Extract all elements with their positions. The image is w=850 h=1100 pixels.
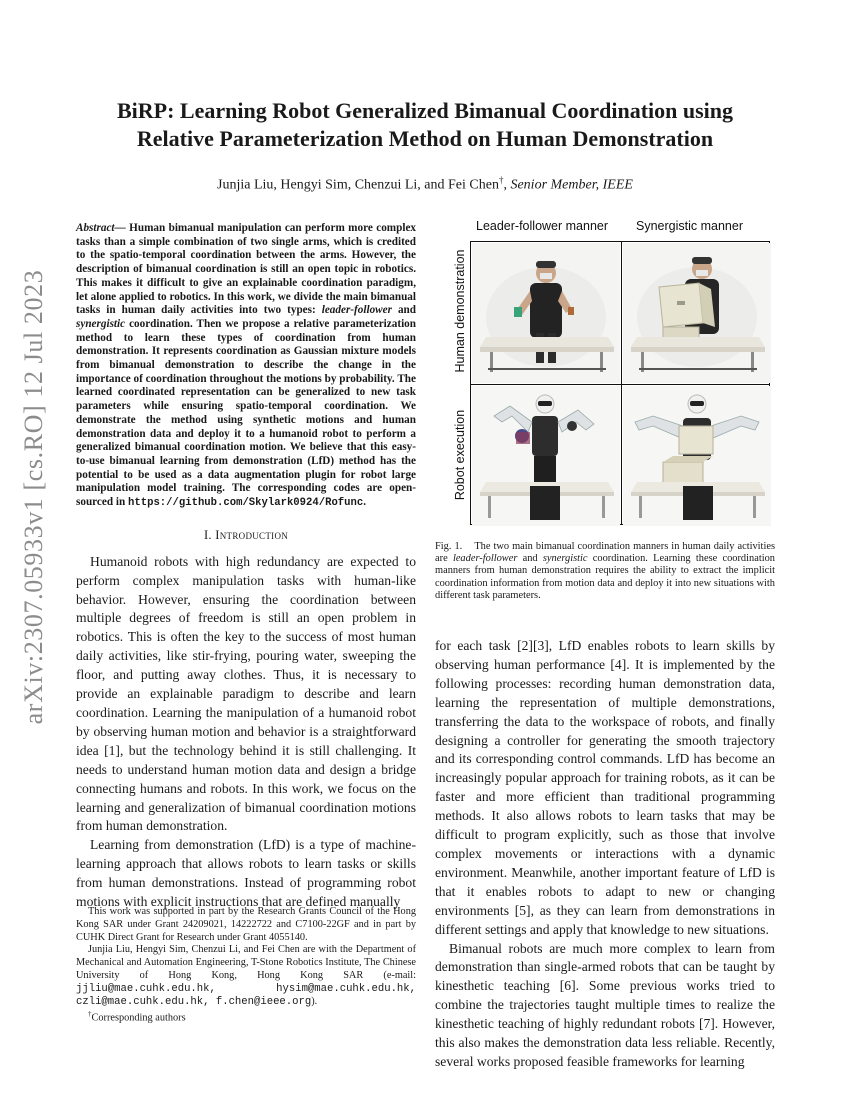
figure-row-label: Human demonstration	[453, 249, 467, 373]
photo-robot-leader-follower	[472, 386, 620, 526]
abstract-text-1: Human bimanual manipulation can perform more complex tasks than a simple combination of two single arms, which is credited to the spatio-temporal coordination between the arms. However, the description of bimanual coordination is still an open topic in robotics. This makes it difficult to give an explainable coordination paradigm, let alone applied to robotics. In this work, we divide the main bimanual tasks in human daily activities into two types:	[76, 222, 416, 317]
section-title: Introduction	[215, 527, 289, 542]
abstract-text-2: coordination. Then we propose a relative parameterization method to learn these types of coordination from human demonstration. It represents coordination as Gaussian mixture models from bimanual demonstration to describe the change in the importance of coordination throughout the motions by probability. The learned coordinated representation can be generalized to new task parameters while ensuring spatio-temporal coordination. We demonstrate the method using synthetic motions and human demonstration data and deploy it to a humanoid robot to perform a generalized bimanual coordination motion. We believe that this easy-to-use bimanual learning from demonstration (LfD) method has the potential to be used as a data augmentation plugin for robot large manipulation model training. The corresponding codes are open-sourced in	[76, 317, 416, 509]
corresponding-mark: †	[88, 1010, 92, 1019]
abstract-lead: Abstract	[76, 222, 115, 234]
caption-and: and	[517, 553, 543, 565]
intro-text-right	[435, 637, 775, 1072]
human-demo-photo	[623, 243, 771, 383]
paragraph: Bimanual robots are much more complex to learn from demonstration than single-armed robots that can be taught by kinesthetic teaching [6]. Some previous works tried to combine the trajectories taught multiple times to realize the kinesthetic teaching of highly redundant robots [7]. However, this also makes the demonstration data less reliable. Recently, several works proposed feasible frameworks for learning	[435, 940, 775, 1069]
caption-text-2: coordination. Learning these coordination manners from human demonstration requires the ability to extract the implicit coordination information from motion data and deploy it into new situations with different task parameters.	[435, 553, 775, 601]
author-sep: ,	[503, 177, 511, 193]
abstract-term-leader-follower: leader-follower	[321, 304, 392, 317]
paragraph: Humanoid robots with high redundancy are expected to perform complex manipulation tasks with human-like behavior. However, ensuring the coordination between multiple degrees of freedom is still an open problem in robotics. This is often the key to the success of most human daily activities, like stir-frying, pouring water, sweeping the floor, and putting away clothes. Thus, it is necessary to provide an explainable paradigm to describe and learn coordination. Learning the manipulation of a humanoid robot by observing human motion and behavior is a straightforward idea [1], but the technology behind it is still challenging. It needs to understand human motion data and design a bridge connecting humans and robots. In this work, we focus on the learning and generalization of bimanual coordination motions from human demonstration.	[76, 553, 416, 834]
left-column	[76, 222, 416, 912]
arxiv-identifier	[14, 269, 54, 725]
photo-robot-synergistic	[623, 386, 771, 526]
paragraph: for each task [2][3], LfD enables robots to learn skills by observing human performance [4]. It is implemented by the following processes: recording human demonstration data, learning the representation of multiple demonstrations, transferring the data to the workspace of robots, and finally designing a controller for generating the smooth trajectory and its corresponding control commands. LfD has become an increasingly popular approach for training robots, as it can be faster and more efficient than traditional programming methods. It also allows robots to learn tasks that may be difficult to program explicitly, such as those that involve complex movements or interactions with a dynamic environment. Meanwhile, another important feature of LfD is that it enables robots to adapt to new or changing environments [5], as they can learn from demonstrations in different settings and apply that knowledge to new situations.	[435, 638, 775, 937]
section-number: I.	[203, 527, 216, 542]
affiliation-note	[76, 944, 416, 1008]
corresponding-note	[76, 1008, 416, 1025]
author-line	[60, 175, 790, 194]
caption-label: Fig. 1.	[435, 541, 463, 552]
corresponding-text: Corresponding authors	[91, 1012, 186, 1024]
title-line-2: Relative Parameterization Method on Human Demonstration	[136, 126, 714, 151]
affiliation-text: Junjia Liu, Hengyi Sim, Chenzui Li, and Fei Chen are with the Department of Mechanical and Automation Engineering, T-Stone Robotics Institute, The Chinese University of Hong Kong, Hong Kong SAR (e-mail:	[76, 944, 416, 981]
abstract-end: .	[363, 496, 367, 509]
caption-text-1: The two main bimanual coordination manners in human daily activities are	[435, 541, 775, 565]
abstract-dash: —	[114, 222, 130, 234]
email-list: jjliu@mae.cuhk.edu.hk, hysim@mae.cuhk.edu.hk, czli@mae.cuhk.edu.hk, f.chen@ieee.org	[76, 982, 416, 1008]
caption-term-synergistic: synergistic	[542, 553, 588, 565]
human-demo-photo	[472, 243, 620, 383]
author-names: Junjia Liu, Hengyi Sim, Chenzui Li, and Fei Chen	[217, 177, 499, 193]
affiliation-end: ).	[311, 995, 318, 1007]
caption-term-leader-follower: leader-follower	[452, 553, 518, 565]
funding-note: This work was supported in part by the Research Grants Council of the Hong Kong SAR under Grant 24209021, 14222722 and C7100-22GF and in part by CUHK Direct Grant for Research under Grant 4055140.	[76, 906, 416, 943]
photo-human-synergistic	[623, 243, 771, 383]
figure-1-grid	[470, 241, 770, 525]
author-mark: †	[498, 175, 504, 185]
paper-title	[60, 97, 790, 153]
footnote	[76, 906, 416, 1026]
robot-execution-photo	[623, 386, 771, 526]
paragraph: Learning from demonstration (LfD) is a type of machine-learning approach that allows robots to learn tasks or skills from human demonstrations. Instead of programming robot motions with explicit instructions that are defined manually	[76, 837, 416, 910]
title-line-1: BiRP: Learning Robot Generalized Bimanual Coordination using	[116, 98, 734, 123]
author-title: Senior Member, IEEE	[510, 177, 633, 193]
figure-row-label: Robot execution	[453, 409, 467, 501]
abstract-term-synergistic: synergistic	[76, 317, 126, 330]
figure-column-label: Synergistic manner	[636, 219, 743, 233]
arxiv-identifier-text: arXiv:2307.05933v1 [cs.RO] 12 Jul 2023	[19, 269, 48, 725]
code-url-link[interactable]: https://github.com/Skylark0924/Rofunc	[128, 497, 364, 510]
figure-caption	[435, 541, 775, 602]
section-heading	[76, 528, 416, 543]
abstract-and: and	[391, 304, 416, 317]
abstract	[76, 222, 416, 511]
intro-text-left	[76, 553, 416, 912]
photo-human-leader-follower	[472, 243, 620, 383]
figure-column-label: Leader-follower manner	[476, 219, 609, 233]
robot-execution-photo	[472, 386, 620, 526]
